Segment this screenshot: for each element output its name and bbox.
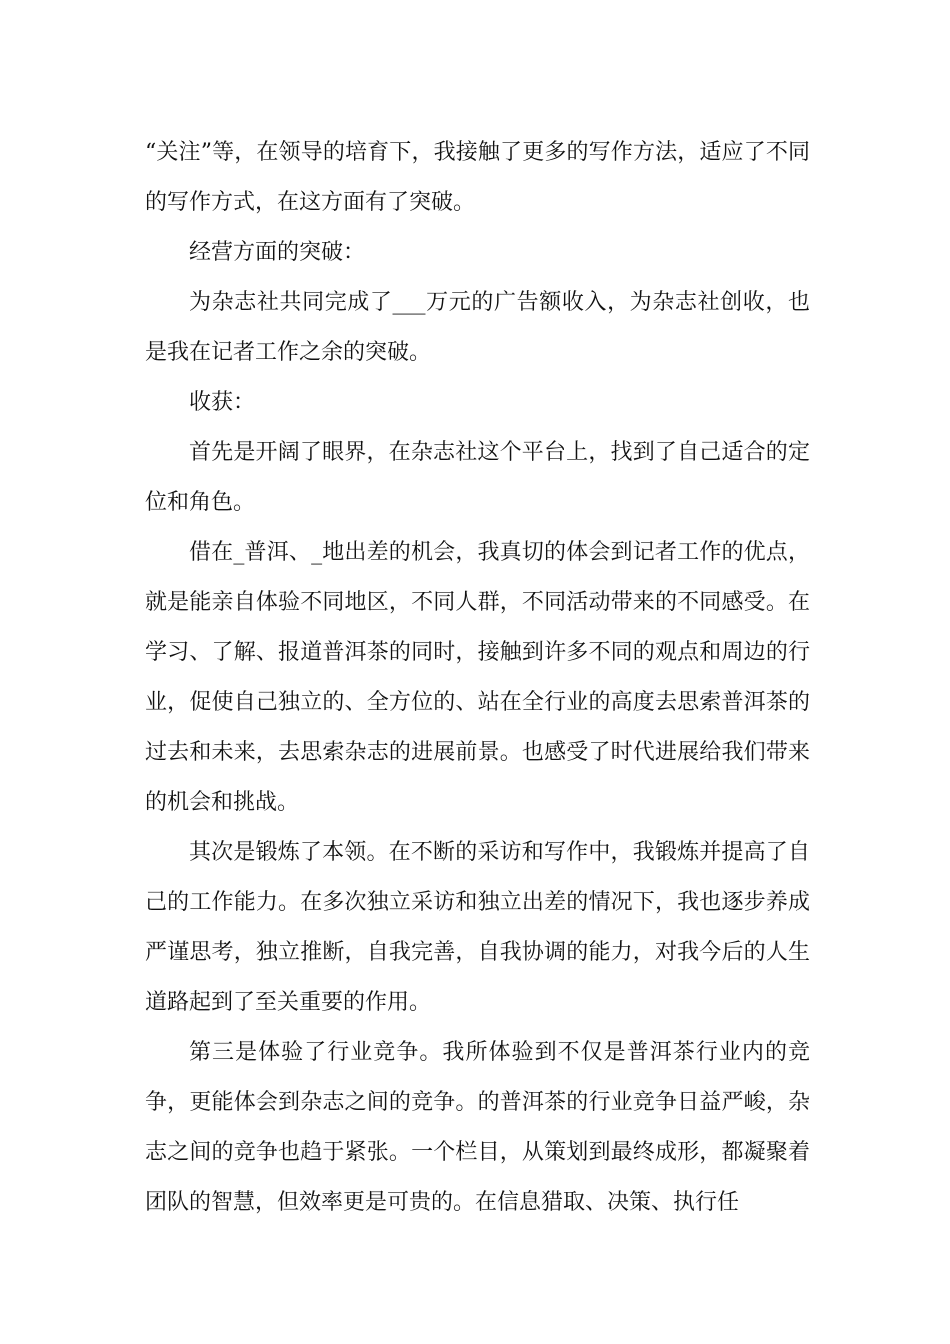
- document-body: [145, 128, 810, 1228]
- heading-gains: 收获：: [189, 390, 256, 415]
- paragraph-broadened-horizons: 首先是开阔了眼界，在杂志社这个平台上，找到了自己适合的定位和角色。: [145, 440, 810, 515]
- paragraph-ad-revenue: 为杂志社共同完成了___万元的广告额收入，为杂志社创收，也是我在记者工作之余的突破。: [145, 290, 810, 365]
- paragraph-industry-competition: 第三是体验了行业竞争。我所体验到不仅是普洱茶行业内的竞争，更能体会到杂志之间的竞争。的普洱茶的行业竞争日益严峻，杂志之间的竞争也趋于紧张。一个栏目，从策划到最终成形，都凝聚着团队的智慧，但效率更是可贵的。在信息猎取、决策、执行任: [145, 1040, 810, 1215]
- heading-business-breakthrough: 经营方面的突破：: [189, 240, 366, 265]
- paragraph-business-trip-experience: 借在_普洱、_地出差的机会，我真切的体会到记者工作的优点，就是能亲自体验不同地区，不同人群，不同活动带来的不同感受。在学习、了解、报道普洱茶的同时，接触到许多不同的观点和周边的行业，促使自己独立的、全方位的、站在全行业的高度去思索普洱茶的过去和未来，去思索杂志的进展前景。也感受了时代进展给我们带来的机会和挑战。: [145, 540, 810, 815]
- paragraph-skill-training: 其次是锻炼了本领。在不断的采访和写作中，我锻炼并提高了自己的工作能力。在多次独立采访和独立出差的情况下，我也逐步养成严谨思考，独立推断，自我完善，自我协调的能力，对我今后的人生道路起到了至关重要的作用。: [145, 840, 810, 1015]
- paragraph-writing-breakthrough: “关注”等，在领导的培育下，我接触了更多的写作方法，适应了不同的写作方式，在这方面有了突破。: [145, 140, 810, 215]
